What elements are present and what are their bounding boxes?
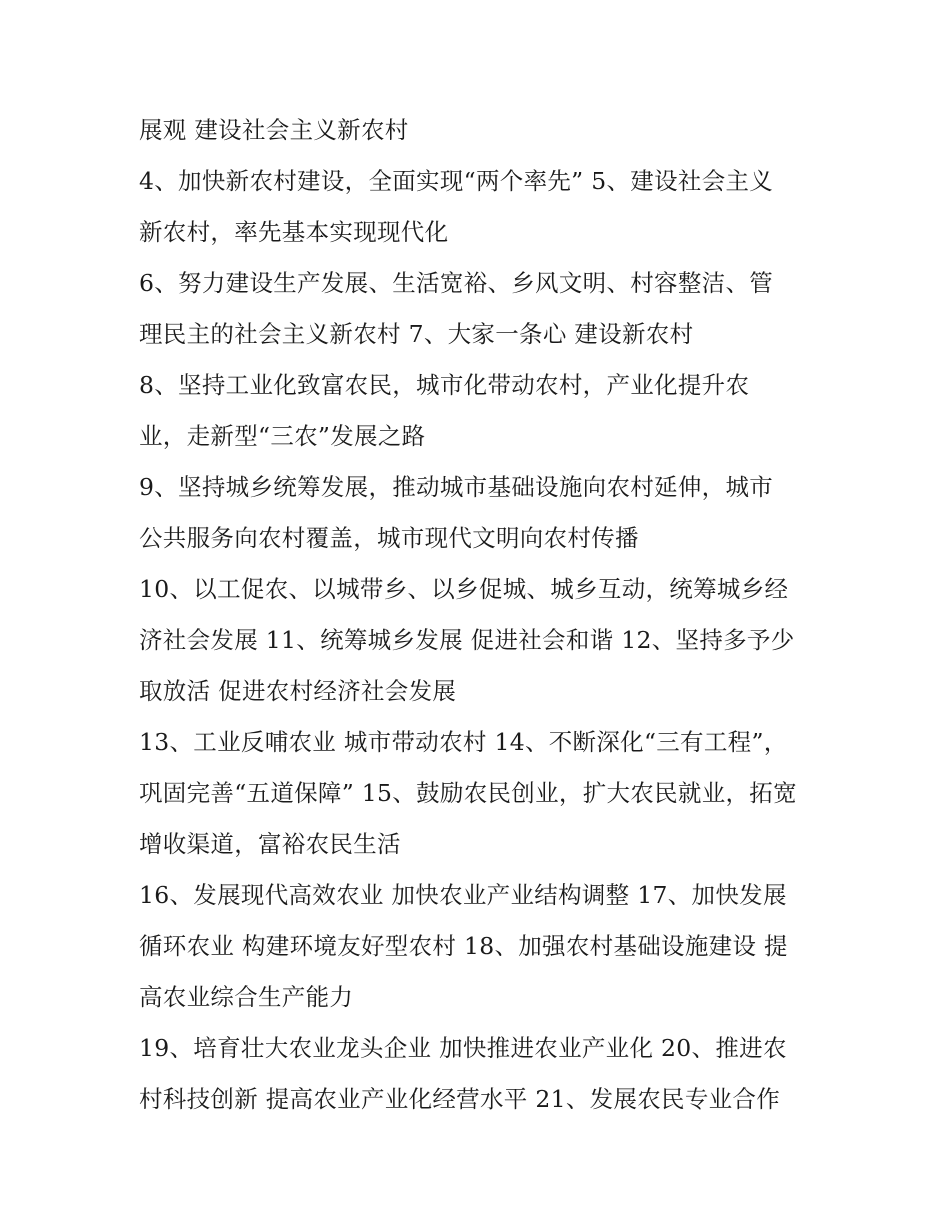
text-line: 高农业综合生产能力 [139, 983, 354, 1011]
text-line: 16、发展现代高效农业 加快农业产业结构调整 17、加快发展 [139, 881, 787, 909]
text-line: 增收渠道，富裕农民生活 [139, 830, 401, 858]
text-line: 巩固完善“五道保障” 15、鼓励农民创业，扩大农民就业，拓宽 [139, 779, 797, 807]
text-line: 9、坚持城乡统筹发展，推动城市基础设施向农村延伸，城市 [139, 473, 774, 501]
text-line: 6、努力建设生产发展、生活宽裕、乡风文明、村容整洁、管 [139, 269, 774, 297]
text-line: 业，走新型“三农”发展之路 [139, 422, 426, 450]
text-line: 10、以工促农、以城带乡、以乡促城、城乡互动，统筹城乡经 [139, 575, 789, 603]
document-body [139, 110, 839, 1130]
text-line: 理民主的社会主义新农村 7、大家一条心 建设新农村 [139, 320, 694, 348]
text-line: 4、加快新农村建设，全面实现“两个率先” 5、建设社会主义 [139, 167, 774, 195]
text-line: 13、工业反哺农业 城市带动农村 14、不断深化“三有工程”， [139, 728, 788, 756]
text-line: 8、坚持工业化致富农民，城市化带动农村，产业化提升农 [139, 371, 750, 399]
text-line: 新农村，率先基本实现现代化 [139, 218, 449, 246]
text-line: 公共服务向农村覆盖，城市现代文明向农村传播 [139, 524, 639, 552]
text-line: 循环农业 构建环境友好型农村 18、加强农村基础设施建设 提 [139, 932, 788, 960]
text-line: 取放活 促进农村经济社会发展 [139, 677, 457, 705]
text-line: 展观 建设社会主义新农村 [139, 116, 409, 144]
text-line: 村科技创新 提高农业产业化经营水平 21、发展农民专业合作 [139, 1085, 781, 1113]
text-line: 济社会发展 11、统筹城乡发展 促进社会和谐 12、坚持多予少 [139, 626, 795, 654]
text-line: 19、培育壮大农业龙头企业 加快推进农业产业化 20、推进农 [139, 1034, 787, 1062]
